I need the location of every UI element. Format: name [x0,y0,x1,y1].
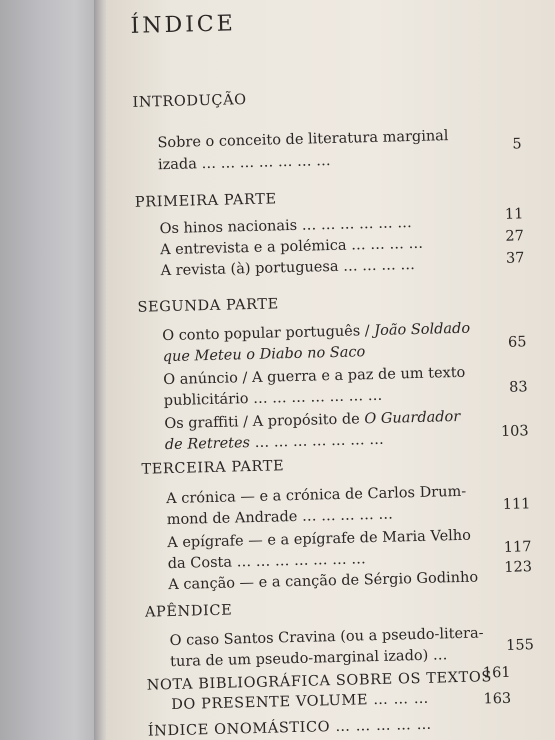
page-number: 83 [508,379,528,396]
page-title: ÍNDICE [130,11,237,39]
page-number: 65 [507,334,527,351]
section-title-part1: PRIMEIRA PARTE [134,191,277,211]
section-title-part2: SEGUNDA PARTE [137,296,280,316]
page-number: 103 [500,423,529,440]
section-title-part3: TERCEIRA PARTE [141,458,285,478]
page-number: 163 [483,690,512,708]
toc-entry-line: O caso Santos Cravina (ou a pseudo-litera- [169,625,484,650]
page-number: 117 [503,539,532,556]
entry-leader: … … … … … … … [249,431,384,452]
toc-entry-line [162,321,470,345]
page-number: 123 [504,559,533,576]
toc-entry-line: A epígrafe — e a epígrafe de Maria Velho [167,527,472,552]
toc-entry-line [165,432,384,453]
page-number: 155 [506,637,535,654]
section-title-appendix: APÊNDICE [144,602,233,621]
toc-entry-line: da Costa … … … … … … … [167,551,366,573]
toc-entry-line: tura de um pseudo-marginal izado) … [169,647,448,671]
toc-entry-line: publicitário … … … … … … … [163,387,383,410]
entry-text: O conto popular português / [162,322,375,345]
entry-title-italic: de Retretes [164,435,251,454]
toc-entry-line: izada … … … … … … … [157,153,331,174]
toc-entry-line: Sobre o conceito de literatura marginal [157,128,449,152]
toc-entry-line: O anúncio / A guerra e a paz de um texto [163,364,466,389]
page-number: 11 [504,206,524,223]
left-page [0,0,100,740]
toc-entry-line: A entrevista e a polémica … … … … [159,235,424,259]
toc-entry-line: A canção — e a canção de Sérgio Godinho [168,569,479,594]
page-number: 161 [482,664,511,682]
table-of-contents [124,0,552,740]
toc-entry-line: A crónica — e a crónica de Carlos Drum- [166,483,467,508]
entry-text: Os graffiti / A propósito de [164,411,365,433]
page-number: 5 [512,136,522,153]
toc-entry-line: mond de Andrade … … … … … [166,506,394,529]
biblio-note-title: NOTA BIBLIOGRÁFICA SOBRE OS TEXTOS [146,669,493,694]
entry-title-italic: João Soldado [374,320,471,339]
page-number: 27 [505,228,525,245]
page-number: 111 [502,496,531,513]
toc-entry-line: que Meteu o Diabo no Saco [162,344,366,366]
section-title-intro: INTRODUÇÃO [132,92,247,111]
toc-entry-line [164,409,460,432]
page-number: 37 [505,250,525,267]
biblio-note-title-cont: DO PRESENTE VOLUME … … … [171,690,430,714]
toc-entry-line: A revista (à) portuguesa … … … … [160,256,416,280]
toc-entry-line: Os hinos nacionais … … … … … … [159,215,412,238]
onomastic-index-title: ÍNDICE ONOMÁSTICO … … … … … [147,716,432,740]
entry-title-italic: O Guardador [364,408,461,428]
